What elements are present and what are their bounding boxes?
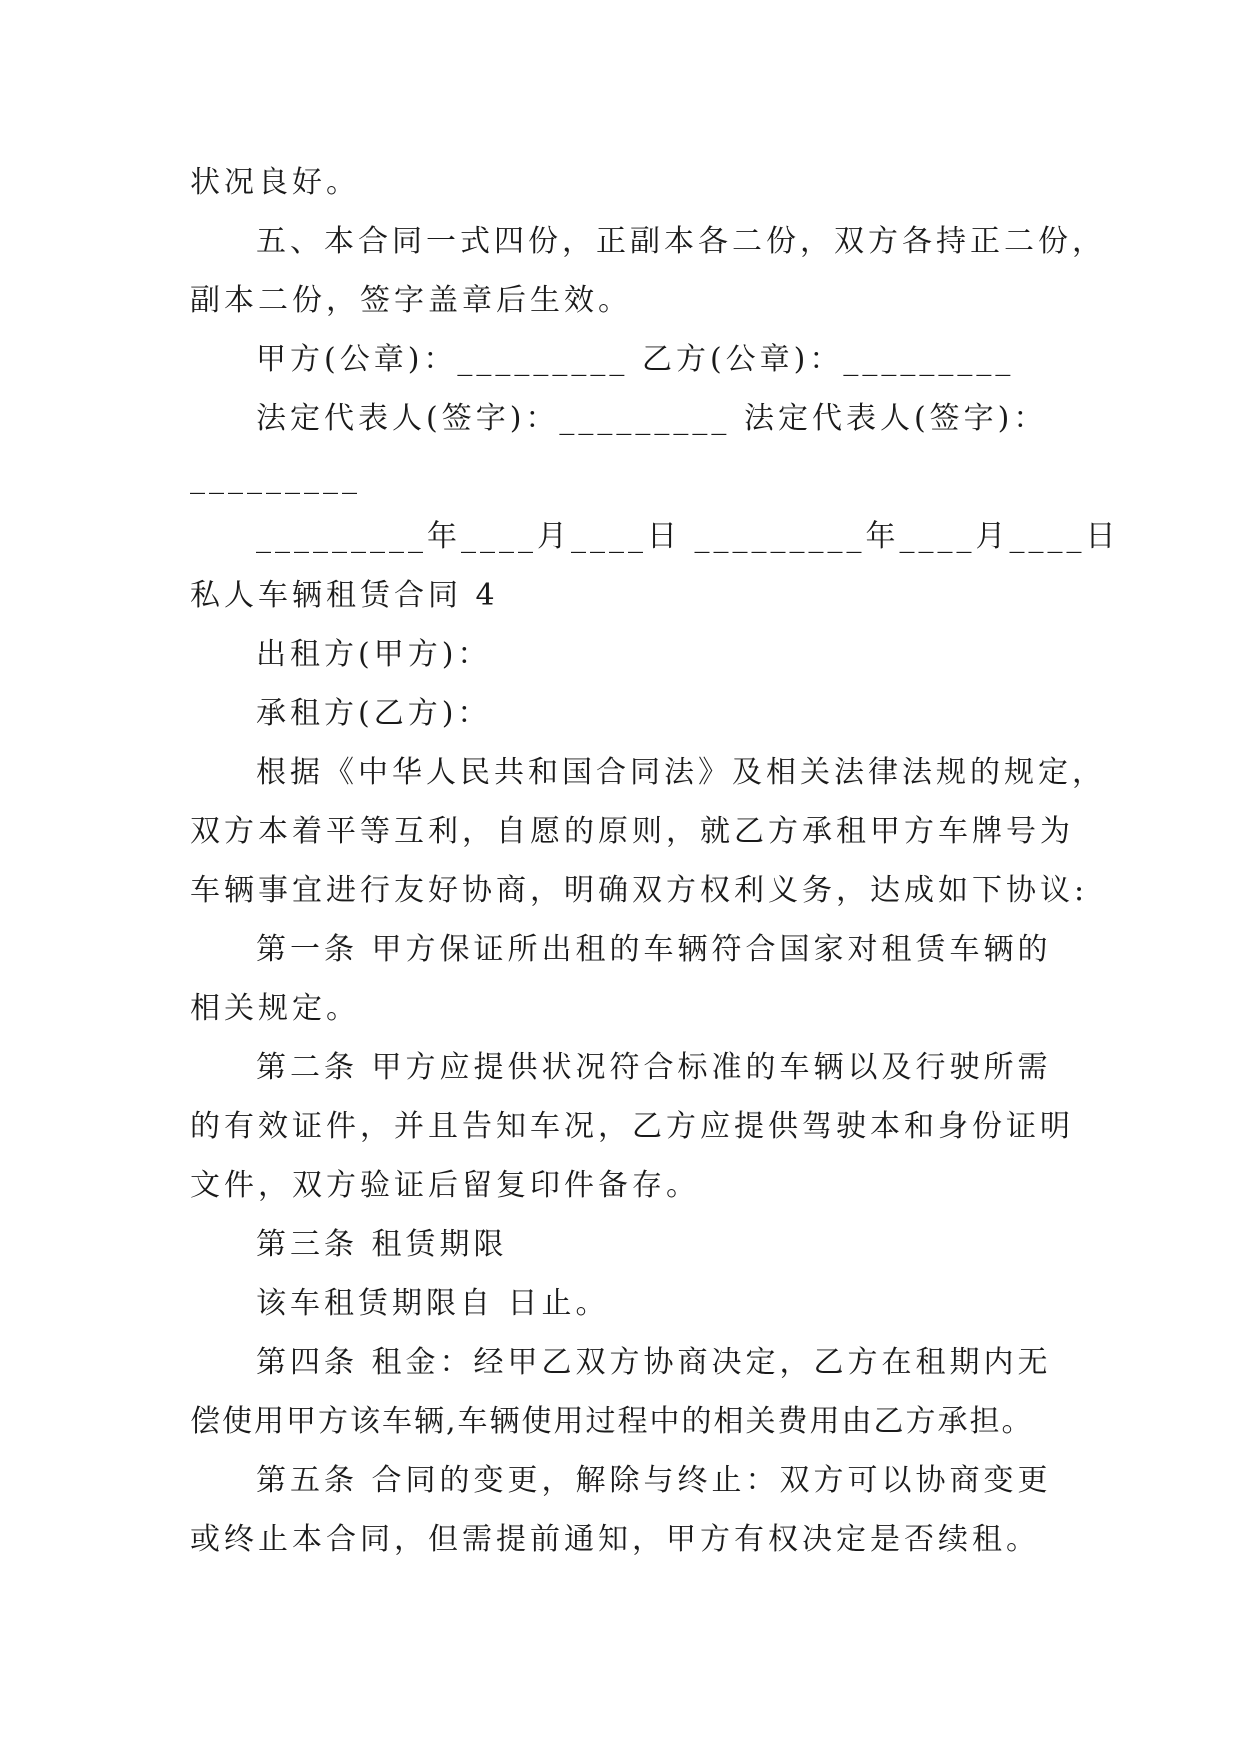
text-line: 状况良好。 xyxy=(190,165,360,200)
article-2: 第二条 甲方应提供状况符合标准的车辆以及行驶所需 xyxy=(256,1050,1052,1085)
signature-blank: _________ xyxy=(190,460,361,495)
text-line: 的有效证件，并且告知车况，乙方应提供驾驶本和身份证明 xyxy=(190,1109,1074,1144)
signature-line-representative: 法定代表人(签字)：_________ 法定代表人(签字)： xyxy=(256,401,1048,436)
signature-line-seal: 甲方(公章)：_________ 乙方(公章)：_________ xyxy=(256,342,1015,377)
date-line: _________年____月____日 _________年____月____日 xyxy=(256,519,1120,554)
text-line: 车辆事宜进行友好协商，明确双方权利义务，达成如下协议: xyxy=(190,873,1089,908)
text-line: 相关规定。 xyxy=(190,991,360,1026)
article-3: 第三条 租赁期限 xyxy=(256,1227,508,1262)
text-line: 或终止本合同，但需提前通知，甲方有权决定是否续租。 xyxy=(190,1522,1040,1557)
text-line: 文件，双方验证后留复印件备存。 xyxy=(190,1168,700,1203)
party-b-label: 承租方(乙方)： xyxy=(256,696,492,731)
text-line: 五、本合同一式四份，正副本各二份，双方各持正二份， xyxy=(256,224,1106,259)
article-1: 第一条 甲方保证所出租的车辆符合国家对租赁车辆的 xyxy=(256,932,1052,967)
text-line: 副本二份，签字盖章后生效。 xyxy=(190,283,632,318)
text-line: 偿使用甲方该车辆,车辆使用过程中的相关费用由乙方承担。 xyxy=(190,1404,1034,1439)
text-line: 双方本着平等互利，自愿的原则，就乙方承租甲方车牌号为 xyxy=(190,814,1074,849)
party-a-label: 出租方(甲方)： xyxy=(256,637,492,672)
article-4: 第四条 租金：经甲乙双方协商决定，乙方在租期内无 xyxy=(256,1345,1052,1380)
text-line: 根据《中华人民共和国合同法》及相关法律法规的规定， xyxy=(256,755,1106,790)
text-line: 该车租赁期限自 日止。 xyxy=(256,1286,610,1321)
contract-title: 私人车辆租赁合同 4 xyxy=(190,578,499,613)
article-5: 第五条 合同的变更，解除与终止：双方可以协商变更 xyxy=(256,1463,1052,1498)
